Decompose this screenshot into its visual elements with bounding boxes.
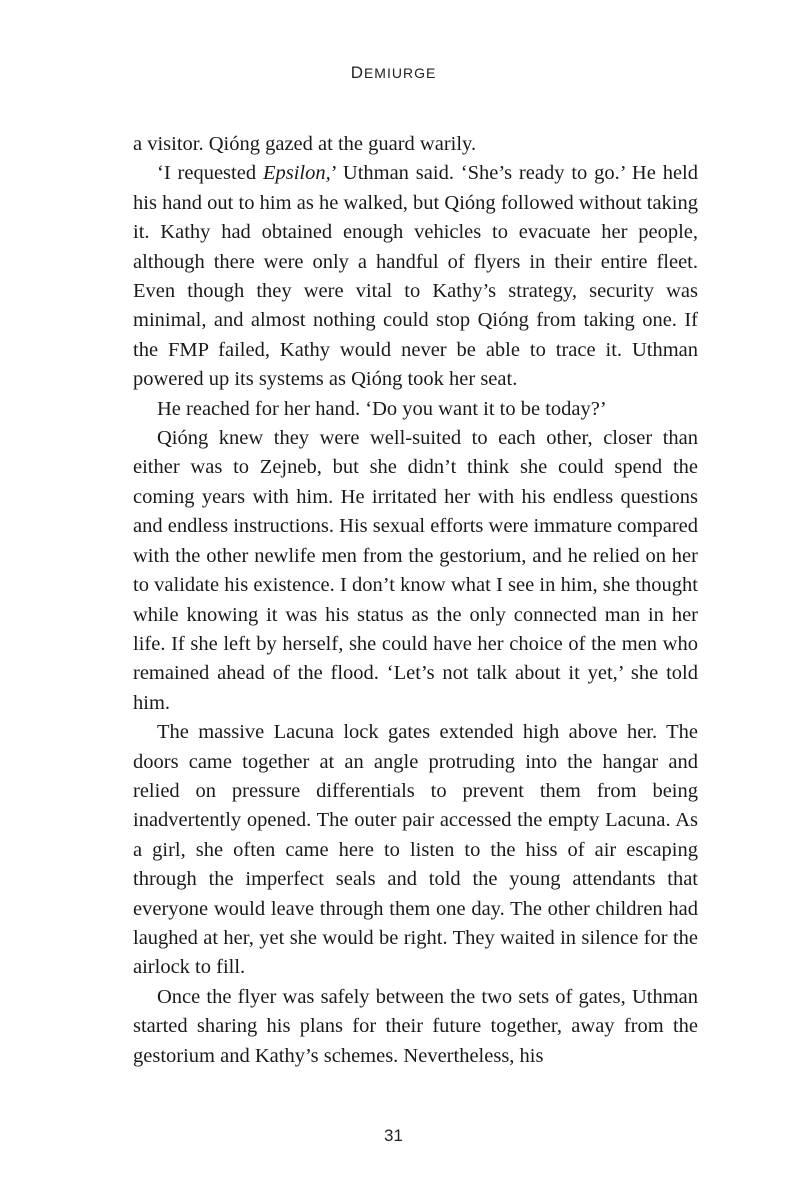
- paragraph-1: a visitor. Qióng gazed at the guard warily.: [133, 133, 477, 155]
- running-head: [0, 63, 787, 83]
- paragraph-5: The massive Lacuna lock gates extended high above her. The doors came together at an angle protruding into the hangar and relied on pressure differentials to prevent them from being inadvertently opened. The outer pair accessed the empty Lacuna. As a girl, she often came here to listen to the hiss of air escaping through the imperfect seals and told the young attendants that everyone would leave through them one day. The other children had laughed at her, yet she would be right. They waited in silence for the airlock to fill.: [133, 721, 698, 979]
- running-head-initial: D: [350, 63, 364, 82]
- paragraph-6: Once the flyer was safely between the two sets of gates, Uthman started sharing his plans for their future together, away from the gestorium and Kathy’s schemes. Nevertheless, his: [133, 985, 698, 1067]
- paragraph-4: Qióng knew they were well-suited to each other, closer than either was to Zejneb, but she didn’t think she could spend the coming years with him. He irritated her with his endless questions and endless instructions. His sexual efforts were immature compared with the other newlife men from the gestorium, and he relied on her to validate his existence. I don’t know what I see in him, she thought while knowing it was his status as the only connected man in her life. If she left by herself, she could have her choice of the men who remained ahead of the flood. ‘Let’s not talk about it yet,’ she told him.: [133, 427, 698, 714]
- paragraph-2-rest: ’ Uthman said. ‘She’s ready to go.’ He held his hand out to him as he walked, but Qióng followed without taking it. Kathy had obtained enough vehicles to evacuate her people, although there were only a handful of flyers in their entire fleet. Even though they were vital to Kathy’s strategy, security was minimal, and almost nothing could stop Qióng from taking one. If the FMP failed, Kathy would never be able to trace it. Uthman powered up its systems as Qióng took her seat.: [133, 162, 698, 391]
- page-number: 31: [384, 1126, 403, 1145]
- paragraph-3: He reached for her hand. ‘Do you want it to be today?’: [157, 397, 607, 420]
- body-text: [133, 130, 698, 1071]
- paragraph-2: [133, 159, 698, 394]
- running-head-rest: EMIURGE: [363, 65, 437, 81]
- ship-name-italic: Epsilon,: [262, 162, 331, 185]
- paragraph-2-start: ‘I requested: [157, 162, 263, 185]
